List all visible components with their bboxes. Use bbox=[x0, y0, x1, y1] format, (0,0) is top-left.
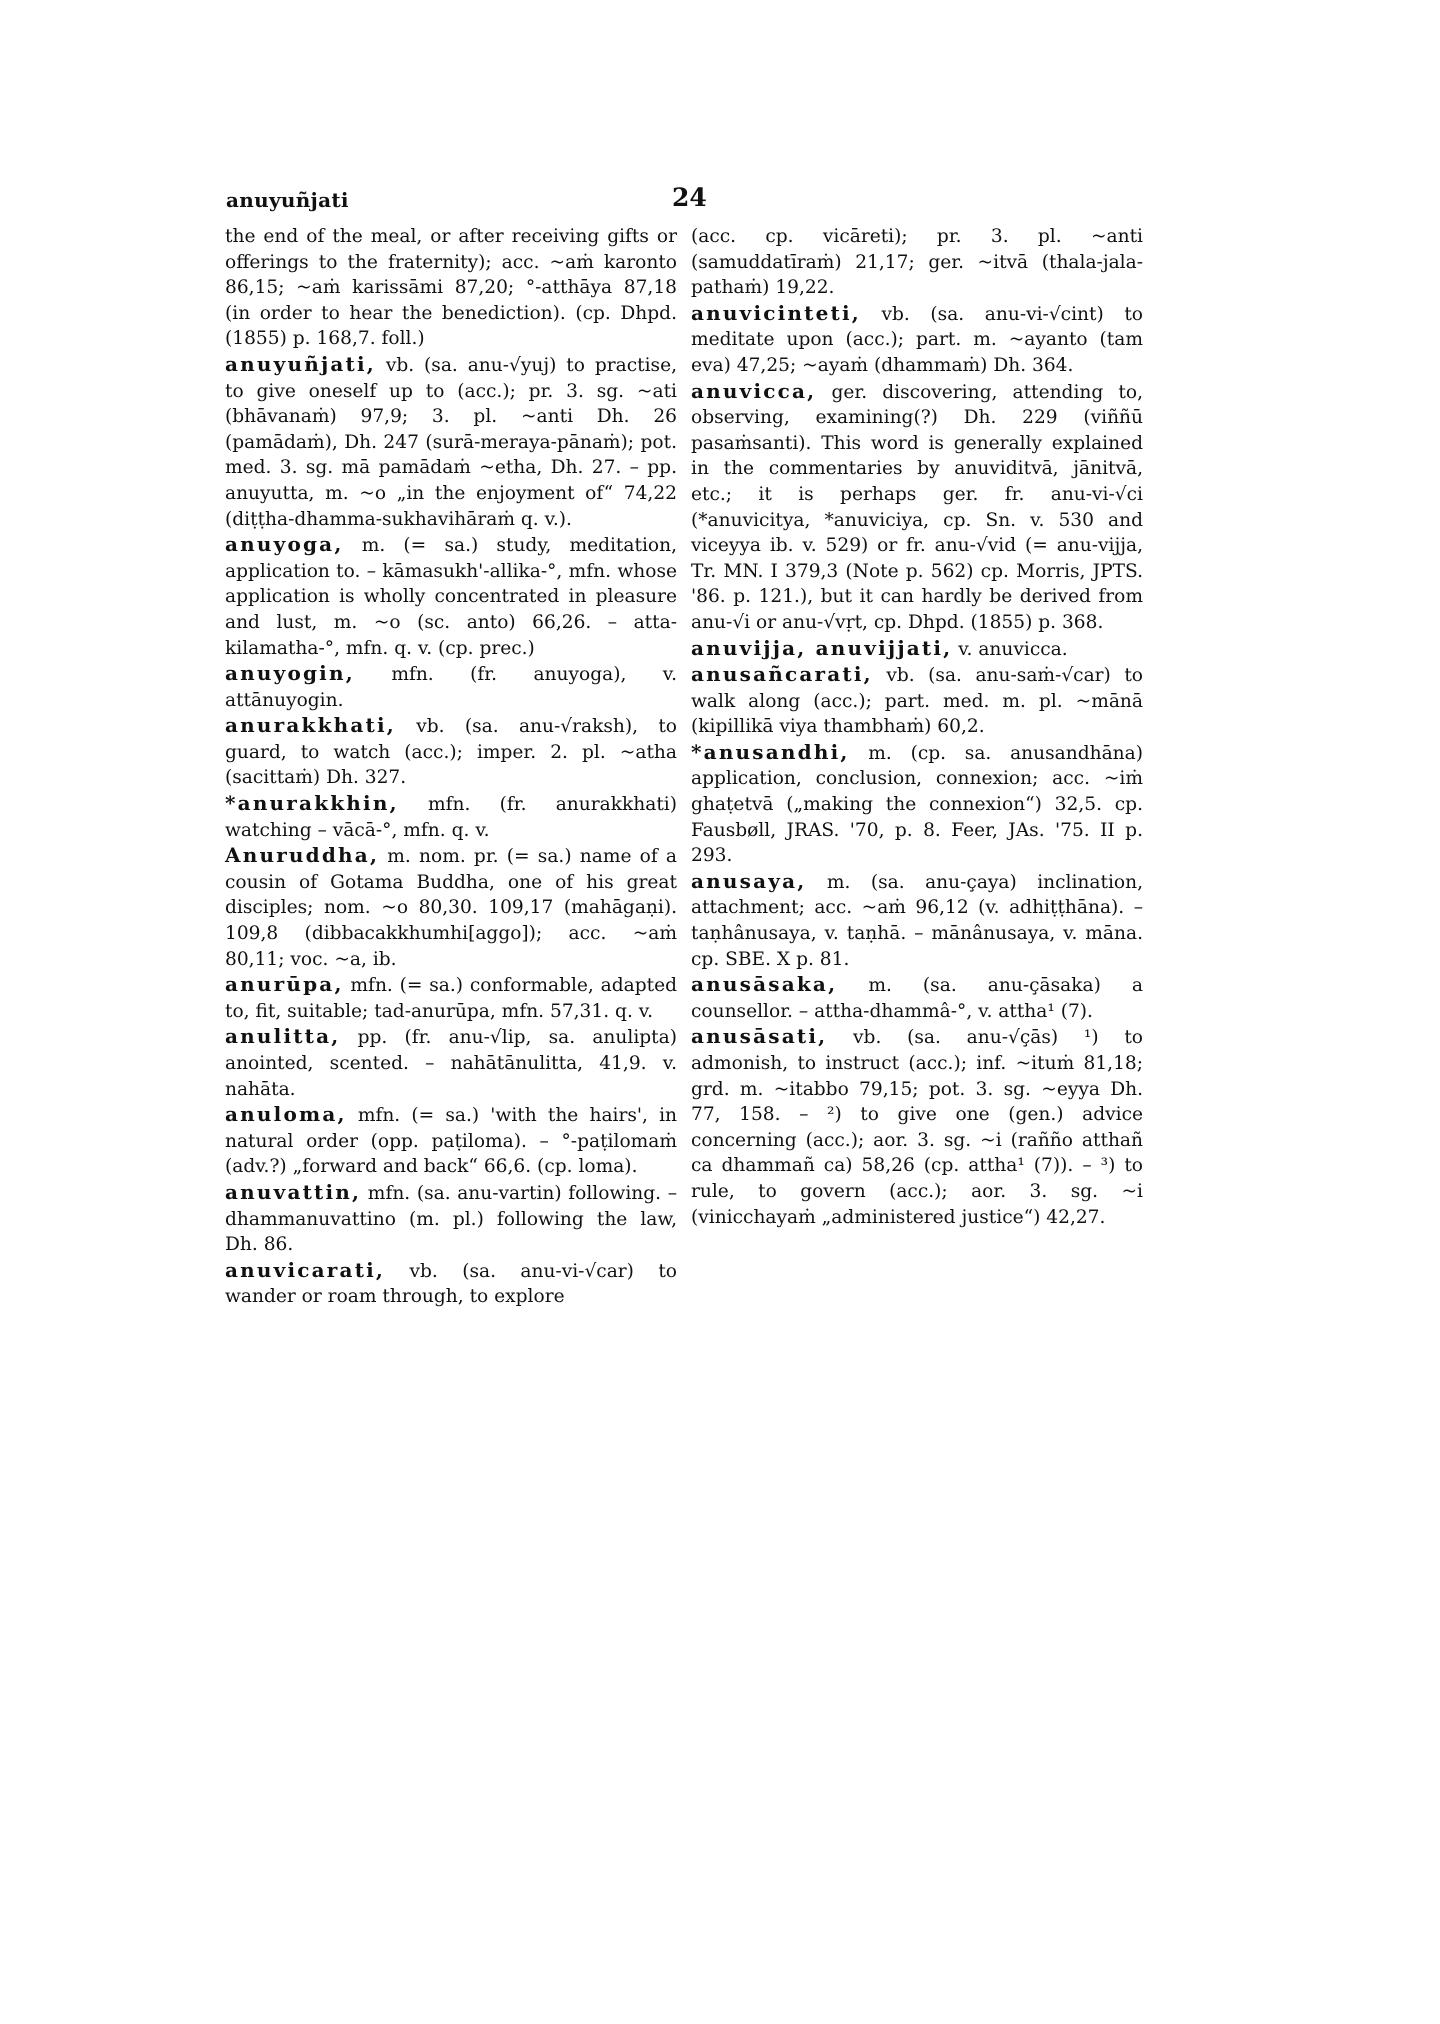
entry-text: mfn. (= sa.) conformable, adapted to, fit, suitable; tad-anurūpa, mfn. 57,31. q. v. bbox=[225, 975, 677, 1022]
dictionary-entry bbox=[225, 1180, 677, 1258]
dictionary-entry bbox=[691, 662, 1143, 740]
dictionary-entry bbox=[225, 661, 677, 713]
entry-text: ger. discovering, attending to, observing, examining(?) Dh. 229 (viññū pasaṁsanti). This word is generally explained in the commentaries by anuviditvā, jānitvā, etc.; it is perhaps ger. fr. anu-vi-√ci (*anuvicitya, *anuviciya, cp. Sn. v. 530 and viceyya ib. v. 529) or fr. anu-√vid (= anu-vijja, Tr. MN. I 379,3 (Note p. 562) cp. Morris, JPTS. '86. p. 121.), but it can hardly be derived from anu-√i or anu-√vṛt, cp. Dhpd. (1855) p. 368. bbox=[691, 381, 1143, 633]
entry-headword: Anuruddha, bbox=[225, 843, 380, 868]
entry-headword: anurūpa, bbox=[225, 972, 344, 997]
dictionary-entry bbox=[225, 1258, 677, 1310]
entry-text: vb. (sa. anu-√yuj) to practise, to give oneself up to (acc.); pr. 3. sg. ~ati (bhāvanaṁ) 97,9; 3. pl. ~anti Dh. 26 (pamādaṁ), Dh. 247 (surā-meraya-pānaṁ); pot. med. 3. sg. mā pamādaṁ ~etha, Dh. 27. – pp. anuyutta, m. ~o „in the enjoyment of“ 74,22 (diṭṭha-dhamma-sukhavihāraṁ q. v.). bbox=[225, 354, 677, 530]
entry-text: m. (= sa.) study, meditation, application to. – kāmasukh'-allika-°, mfn. whose application is wholly concentrated in pleasure and lust, m. ~o (sc. anto) 66,26. – atta-kilamatha-°, mfn. q. v. (cp. prec.) bbox=[225, 535, 677, 659]
entry-text: pp. (fr. anu-√lip, sa. anulipta) anointed, scented. – nahātānulitta, 41,9. v. nahāta. bbox=[225, 1027, 677, 1100]
entry-headword: anuvicarati, bbox=[225, 1257, 386, 1282]
entry-text: v. anuvicca. bbox=[952, 638, 1068, 660]
entry-headword: anuyuñjati, bbox=[225, 351, 376, 376]
dictionary-entry bbox=[225, 532, 677, 661]
left-column bbox=[225, 224, 677, 1310]
dictionary-entry bbox=[691, 740, 1143, 869]
right-column bbox=[691, 224, 1143, 1230]
dictionary-entry bbox=[225, 791, 677, 843]
entry-text: mfn. (fr. anurakkhati) watching – vācā-°, mfn. q. v. bbox=[225, 794, 677, 841]
dictionary-entry bbox=[691, 224, 1143, 301]
dictionary-entry bbox=[225, 352, 677, 532]
entry-text: vb. (sa. anu-√raksh), to guard, to watch (acc.); imper. 2. pl. ~atha (sacittaṁ) Dh. 327. bbox=[225, 716, 677, 789]
dictionary-entry bbox=[225, 843, 677, 972]
dictionary-entry bbox=[225, 713, 677, 791]
entry-headword: anusāsaka, bbox=[691, 972, 838, 997]
dictionary-entry bbox=[691, 301, 1143, 379]
dictionary-entry bbox=[691, 636, 1143, 663]
dictionary-entry bbox=[691, 379, 1143, 636]
entry-headword: anuvattin, bbox=[225, 1179, 362, 1204]
dictionary-entry bbox=[225, 972, 677, 1024]
entry-headword: anuvicca, bbox=[691, 378, 817, 403]
entry-text: mfn. (= sa.) 'with the hairs', in natural order (opp. paṭiloma). – °-paṭilomaṁ (adv.?) „forward and back“ 66,6. (cp. loma). bbox=[225, 1105, 677, 1178]
running-head: anuyuñjati bbox=[226, 188, 349, 212]
entry-headword: anusañcarati, bbox=[691, 662, 873, 687]
entry-headword: anuvicinteti, bbox=[691, 300, 861, 325]
entry-text: m. (cp. sa. anusandhāna) application, conclusion, connexion; acc. ~iṁ ghaṭetvā („making the connexion“) 32,5. cp. Fausbøll, JRAS. '70, p. 8. Feer, JAs. '75. II p. 293. bbox=[691, 742, 1143, 867]
entry-headword: anuyoga, bbox=[225, 532, 344, 557]
entry-text: m. nom. pr. (= sa.) name of a cousin of Gotama Buddha, one of his great disciples; nom. ~o 80,30. 109,17 (mahāgaṇi). 109,8 (dibbacakkhumhi[aggo]); acc. ~aṁ 80,11; voc. ~a, ib. bbox=[225, 846, 677, 970]
dictionary-entry bbox=[691, 869, 1143, 972]
entry-headword: anuloma, bbox=[225, 1102, 347, 1127]
dictionary-entry bbox=[691, 1024, 1143, 1230]
dictionary-entry bbox=[225, 1102, 677, 1180]
entry-text: vb. (sa. anu-√çās) ¹) to admonish, to instruct (acc.); inf. ~ituṁ 81,18; grd. m. ~itabbo 79,15; pot. 3. sg. ~eyya Dh. 77, 158. – ²) to give one (gen.) advice concerning (acc.); aor. 3. sg. ~i (rañño atthañ ca dhammañ ca) 58,26 (cp. attha¹ (7)). – ³) to rule, to govern (acc.); aor. 3. sg. ~i (vinicchayaṁ „administered justice“) 42,27. bbox=[691, 1027, 1143, 1228]
entry-text: mfn. (sa. anu-vartin) following. – dhammanuvattino (m. pl.) following the law, Dh. 86. bbox=[225, 1182, 677, 1256]
entry-text: the end of the meal, or after receiving gifts or offerings to the fraternity); acc. ~aṁ karonto 86,15; ~aṁ karissāmi 87,20; °-atthāya 87,18 (in order to hear the benediction). (cp. Dhpd. (1855) p. 168,7. foll.) bbox=[225, 226, 677, 350]
entry-headword: anuvijja, anuvijjati, bbox=[691, 635, 953, 660]
dictionary-entry bbox=[225, 224, 677, 352]
entry-headword: anusaya, bbox=[691, 868, 807, 893]
entry-headword: anusāsati, bbox=[691, 1024, 828, 1049]
page-number: 24 bbox=[672, 183, 707, 212]
entry-text: m. (sa. anu-çāsaka) a counsellor. – attha-dhammâ-°, v. attha¹ (7). bbox=[691, 975, 1143, 1022]
entry-headword: anurakkhati, bbox=[225, 713, 396, 738]
entry-text: (acc. cp. vicāreti); pr. 3. pl. ~anti (samuddatīraṁ) 21,17; ger. ~itvā (thala-jala-pathaṁ) 19,22. bbox=[691, 226, 1143, 299]
entry-text: vb. (sa. anu-saṁ-√car) to walk along (acc.); part. med. m. pl. ~mānā (kipillikā viya thambhaṁ) 60,2. bbox=[691, 665, 1143, 738]
dictionary-entry bbox=[225, 1024, 677, 1102]
entry-headword: *anusandhi, bbox=[691, 739, 850, 764]
dictionary-entry bbox=[691, 972, 1143, 1024]
entry-text: mfn. (fr. anuyoga), v. attānuyogin. bbox=[225, 664, 677, 711]
entry-headword: *anurakkhin, bbox=[225, 791, 399, 816]
entry-headword: anuyogin, bbox=[225, 661, 355, 686]
entry-text: m. (sa. anu-çaya) inclination, attachment; acc. ~aṁ 96,12 (v. adhiṭṭhāna). – taṇhânusaya, v. taṇhā. – mānânusaya, v. māna. cp. SBE. X p. 81. bbox=[691, 871, 1143, 970]
entry-text: vb. (sa. anu-vi-√car) to wander or roam through, to explore bbox=[225, 1260, 677, 1308]
entry-text: vb. (sa. anu-vi-√cint) to meditate upon (acc.); part. m. ~ayanto (tam eva) 47,25; ~ayaṁ (dhammaṁ) Dh. 364. bbox=[691, 303, 1143, 376]
entry-headword: anulitta, bbox=[225, 1024, 341, 1049]
